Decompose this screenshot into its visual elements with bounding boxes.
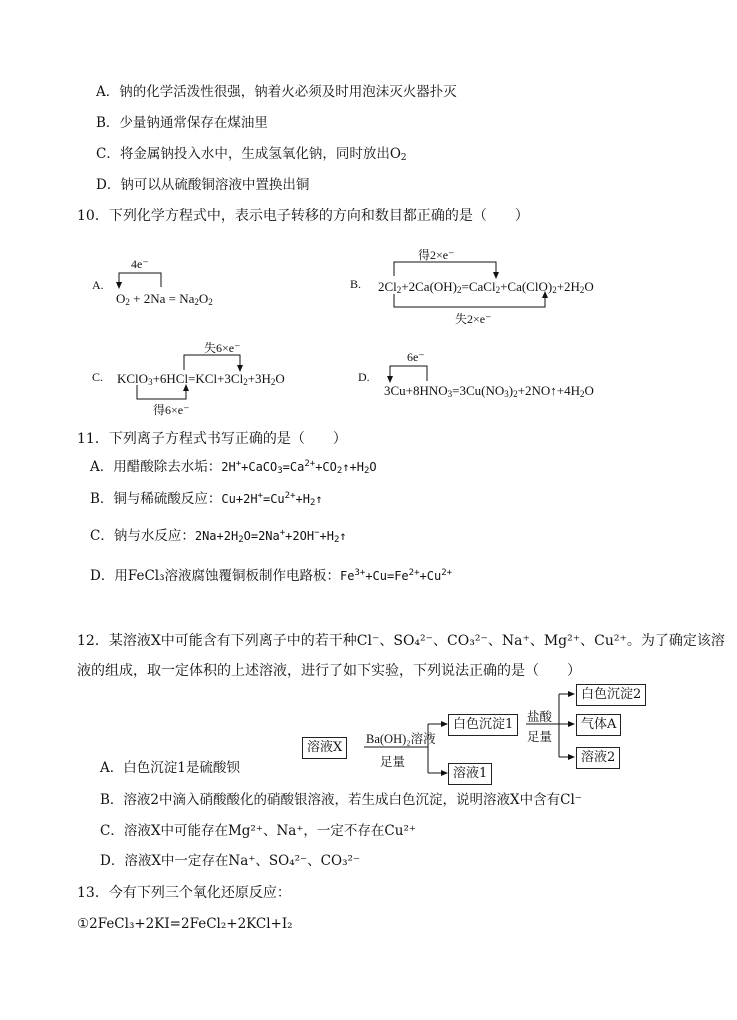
q10-a-electron-label: 4e⁻ (131, 257, 149, 271)
flow-white-ppt-1: 白色沉淀1 (448, 714, 518, 736)
flow-solution-x: 溶液X (302, 737, 347, 759)
flow-acid-amount: 足量 (527, 730, 553, 744)
q11-option-d: D．用FeCl₃溶液腐蚀覆铜板制作电路板：$Fe^{3+}+Cu=Fe^{2+}+Cu^{2+}$ (90, 568, 453, 584)
flow-solution-2: 溶液2 (576, 747, 620, 769)
q9-option-b: B．少量钠通常保存在煤油里 (96, 115, 268, 131)
flow-solution-1: 溶液1 (448, 763, 492, 785)
q10-stem: 10．下列化学方程式中，表示电子转移的方向和数目都正确的是（ ） (77, 208, 529, 224)
flow-reagent-amount: 足量 (380, 755, 406, 769)
q9-option-a: A．钠的化学活泼性很强，钠着火必须及时用泡沫灭火器扑灭 (96, 84, 457, 100)
q11-stem: 11．下列离子方程式书写正确的是（ ） (77, 431, 347, 447)
q10-d-letter: D. (358, 370, 370, 384)
q13-stem: 13．今有下列三个氧化还原反应： (77, 885, 291, 901)
flow-acid-label: 盐酸 (527, 710, 553, 724)
q10-a-letter: A. (92, 278, 104, 292)
q10-b-letter: B. (350, 277, 362, 291)
q10-d-electron-label: 6e⁻ (407, 350, 425, 364)
q10-d-equation: $3Cu+8HNO_3=3Cu(NO_3)_2+2NO↑+4H_2O$ (384, 383, 594, 399)
q10-a-equation: $O_2 + 2Na = Na_2O_2$ (116, 291, 213, 307)
q12-option-a: A．白色沉淀1是硫酸钡 (100, 760, 240, 776)
flow-white-ppt-2: 白色沉淀2 (576, 684, 646, 706)
q11-option-c: C．钠与水反应：$2Na+2H_2O=2Na^++2OH^-+H_2↑$ (90, 528, 347, 545)
q12-stem-line2: 液的组成，取一定体积的上述溶液，进行了如下实验，下列说法正确的是（ ） (77, 663, 581, 679)
q12-option-b: B．溶液2中滴入硝酸酸化的硝酸银溶液，若生成白色沉淀，说明溶液X中含有Cl⁻ (100, 792, 582, 808)
q10-b-loss-label: 失2×e⁻ (455, 312, 492, 326)
q11-option-a: A．用醋酸除去水垢：$2H^++CaCO_3=Ca^{2+}+CO_2↑+H_2O$ (90, 459, 377, 476)
q10-b-equation: $2Cl_2+2Ca(OH)_2=CaCl_2+Ca(ClO)_2+2H_2O$ (378, 279, 594, 295)
q10-c-gain-label: 得6×e⁻ (153, 403, 190, 417)
q9-option-d: D．钠可以从硫酸铜溶液中置换出铜 (96, 177, 310, 193)
q9-option-c: C．将金属钠投入水中，生成氢氧化钠，同时放出$O_2$ (96, 146, 407, 163)
q11-option-b: B．铜与稀硫酸反应：$Cu+2H^+=Cu^{2+}+H_2↑$ (90, 491, 323, 508)
q12-option-c: C．溶液X中可能存在Mg²⁺、Na⁺，一定不存在Cu²⁺ (100, 823, 416, 839)
flow-gas-a: 气体A (576, 714, 621, 736)
q12-stem-line1: 12．某溶液X中可能含有下列离子中的若干种Cl⁻、SO₄²⁻、CO₃²⁻、Na⁺、Mg²⁺、Cu²⁺。为了确定该溶 (77, 633, 725, 649)
q10-b-gain-label: 得2×e⁻ (418, 248, 455, 262)
q10-c-equation: $KClO_3+6HCl=KCl+3Cl_2+3H_2O$ (117, 371, 285, 387)
flow-reagent-label: Ba(OH)₂溶液 (366, 732, 436, 746)
q12-option-d: D．溶液X中一定存在Na⁺、SO₄²⁻、CO₃²⁻ (100, 853, 361, 869)
q10-c-loss-label: 失6×e⁻ (204, 341, 241, 355)
q13-reaction-1: ①2FeCl₃+2KI=2FeCl₂+2KCl+I₂ (77, 916, 293, 932)
q10-c-letter: C. (92, 370, 104, 384)
